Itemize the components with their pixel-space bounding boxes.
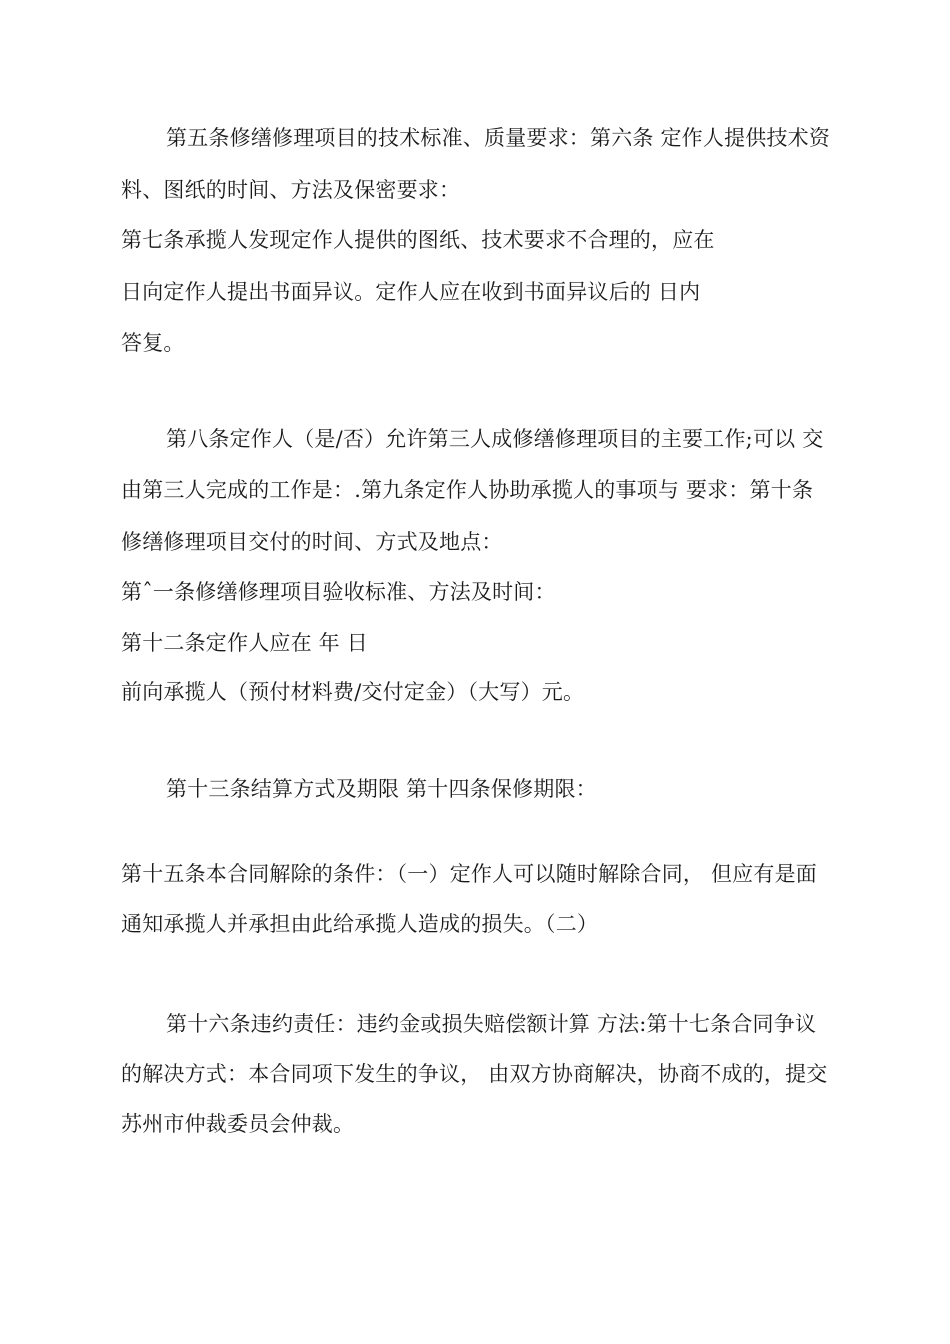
text-line-article-5: 第五条修缮修理项目的技术标准、质量要求：第六条 定作人提供技术资	[166, 126, 831, 150]
text-line-article-13: 第十三条结算方式及期限 第十四条保修期限：	[166, 777, 597, 801]
text-line-article-15-cont: 通知承揽人并承担由此给承揽人造成的损失。（二）	[121, 912, 599, 936]
text-line-article-12: 第十二条定作人应在 年 日	[121, 631, 368, 655]
text-line-article-9: 由第三人完成的工作是：.第九条定作人协助承揽人的事项与 要求：第十条	[121, 478, 814, 502]
text-line-article-7: 第七条承揽人发现定作人提供的图纸、技术要求不合理的，应在	[121, 228, 715, 252]
text-line-article-16: 第十六条违约责任：违约金或损失赔偿额计算 方法:第十七条合同争议	[166, 1012, 817, 1036]
text-line-article-11: 第ˆ一条修缮修理项目验收标准、方法及时间：	[121, 580, 556, 604]
text-line-article-10-cont: 修缮修理项目交付的时间、方式及地点：	[121, 530, 503, 554]
text-line-article-17-end: 苏州市仲裁委员会仲裁。	[121, 1112, 355, 1136]
text-line-article-7-end: 答复。	[121, 331, 185, 355]
text-line-article-15: 第十五条本合同解除的条件：（一）定作人可以随时解除合同， 但应有是面	[121, 862, 817, 886]
text-line-article-8: 第八条定作人（是/否）允许第三人成修缮修理项目的主要工作;可以 交	[166, 427, 824, 451]
text-line-article-12-cont: 前向承揽人（预付材料费/交付定金）（大写）元。	[121, 680, 585, 704]
text-line-article-17: 的解决方式：本合同项下发生的争议， 由双方协商解决，协商不成的，提交	[121, 1062, 828, 1086]
text-line-article-6-cont: 料、图纸的时间、方法及保密要求：	[121, 178, 461, 202]
text-line-article-7-cont: 日向定作人提出书面异议。定作人应在收到书面异议后的 日内	[121, 280, 701, 304]
